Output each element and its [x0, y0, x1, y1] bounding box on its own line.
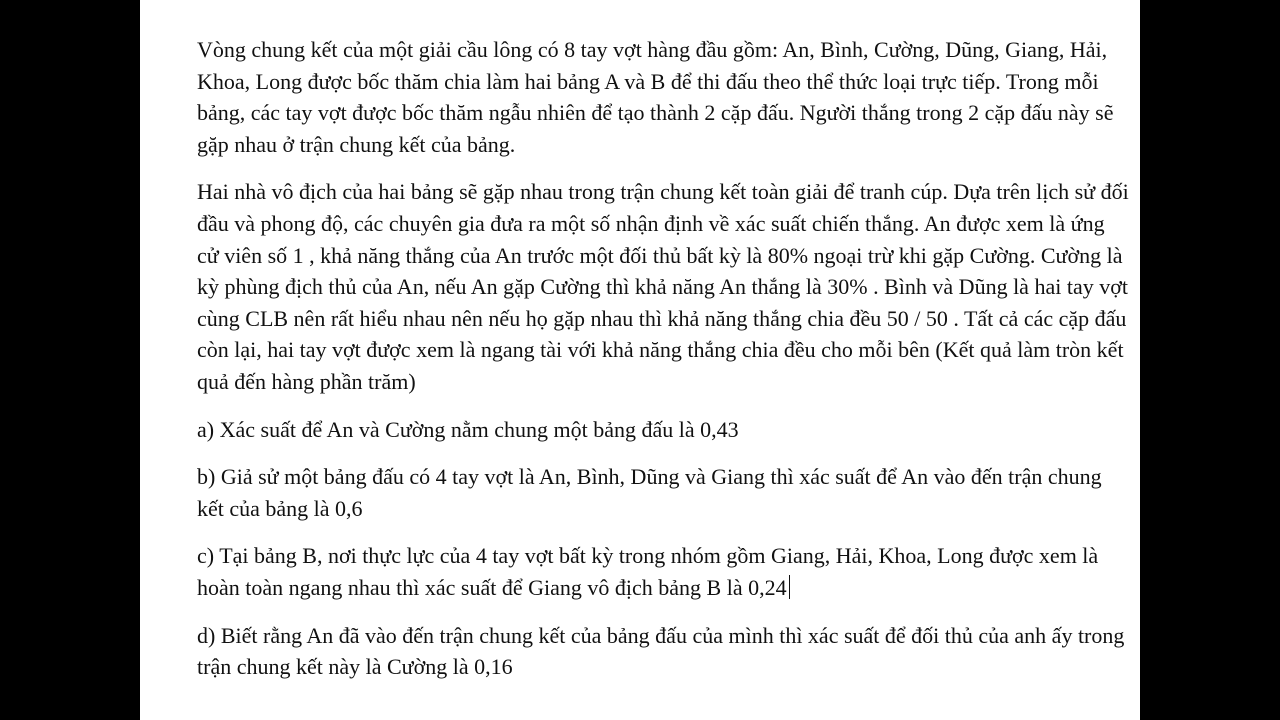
statement-c — [197, 540, 1130, 603]
statement-a: a) Xác suất để An và Cường nằm chung một bảng đấu là 0,43 — [197, 416, 739, 442]
problem-context-paragraph: Hai nhà vô địch của hai bảng sẽ gặp nhau trong trận chung kết toàn giải để tranh cúp. Dựa trên lịch sử đối đầu và phong độ, các chuyên gia đưa ra một số nhận định về xác suất chiến thắng. An được xem là ứng cử viên số 1 , khả năng thắng của An trước một đối thủ bất kỳ là 80% ngoại trừ khi gặp Cường. Cường là kỳ phùng địch thủ của An, nếu An gặp Cường thì khả năng An thắng là 30% . Bình và Dũng là hai tay vợt cùng CLB nên rất hiểu nhau nên nếu họ gặp nhau thì khả năng thắng chia đều 50 / 50 . Tất cả các cặp đấu còn lại, hai tay vợt được xem là ngang tài với khả năng thắng chia đều cho mỗi bên (Kết quả làm tròn kết quả đến hàng phần trăm) — [197, 179, 1129, 394]
statement-d: d) Biết rằng An đã vào đến trận chung kết của bảng đấu của mình thì xác suất để đối thủ của anh ấy trong trận chung kết này là Cường là 0,16 — [197, 622, 1125, 680]
problem-intro-paragraph: Vòng chung kết của một giải cầu lông có 8 tay vợt hàng đầu gồm: An, Bình, Cường, Dũng, Giang, Hải, Khoa, Long được bốc thăm chia làm hai bảng A và B để thi đấu theo thể thức loại trực tiếp. Trong mỗi bảng, các tay vợt được bốc thăm ngẫu nhiên để tạo thành 2 cặp đấu. Người thắng trong 2 cặp đấu này sẽ gặp nhau ở trận chung kết của bảng. — [197, 37, 1114, 157]
text-cursor — [789, 575, 790, 599]
statement-b: b) Giả sử một bảng đấu có 4 tay vợt là An, Bình, Dũng và Giang thì xác suất để An vào đến trận chung kết của bảng là 0,6 — [197, 464, 1102, 521]
document-page — [140, 0, 1140, 720]
statement-c-text: c) Tại bảng B, nơi thực lực của 4 tay vợt bất kỳ trong nhóm gồm Giang, Hải, Khoa, Long được xem là hoàn toàn ngang nhau thì xác suất để Giang vô địch bảng B là 0,24 — [197, 543, 1099, 600]
